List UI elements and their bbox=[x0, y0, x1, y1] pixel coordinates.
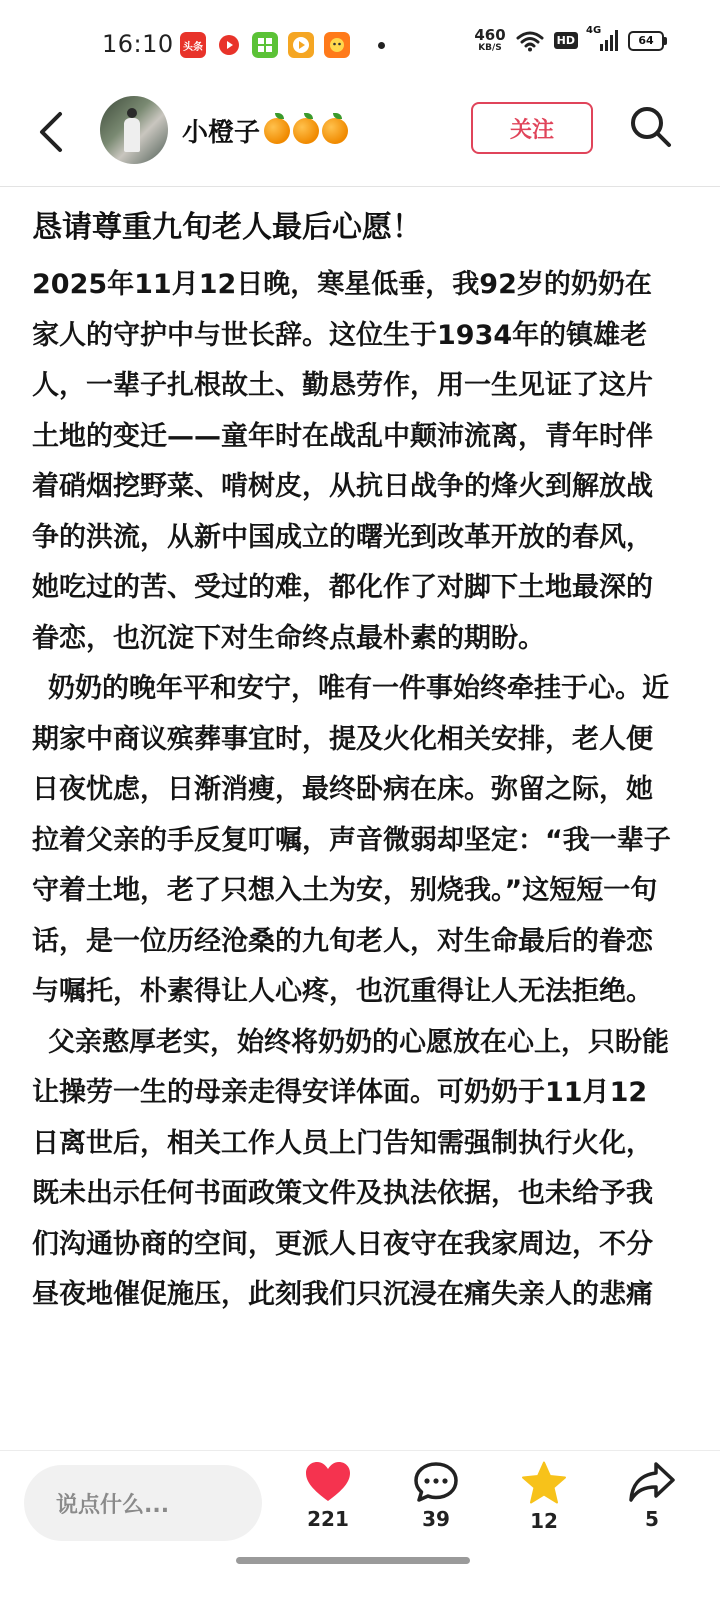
orange-icon bbox=[293, 118, 319, 144]
battery-level: 64 bbox=[638, 34, 654, 47]
favorite-button[interactable] bbox=[499, 1461, 589, 1533]
video-app-icon bbox=[216, 32, 242, 58]
heart-icon bbox=[305, 1461, 351, 1503]
comment-count: 39 bbox=[422, 1507, 450, 1531]
share-count: 5 bbox=[645, 1507, 659, 1531]
like-button[interactable] bbox=[283, 1461, 373, 1531]
notification-icons bbox=[180, 32, 385, 58]
share-icon bbox=[628, 1461, 676, 1503]
network-speed-value: 460 bbox=[474, 26, 506, 44]
toutiao-icon: 头条 bbox=[180, 32, 206, 58]
status-time: 16:10 bbox=[102, 30, 174, 58]
comment-placeholder: 说点什么... bbox=[56, 1492, 170, 1518]
network-speed bbox=[474, 28, 505, 53]
article-paragraph: 父亲憨厚老实，始终将奶奶的心愿放在心上，只盼能让操劳一生的母亲走得安详体面。可奶奶于11月12日离世后，相关工作人员上门告知需强制执行火化，既未出示任何书面政策文件及执法依据，也未给予我们沟通协商的空间，更派人日夜守在我家周边，不分昼夜地催促施压，此刻我们只沉浸在痛失亲人的悲痛 bbox=[32, 1026, 669, 1310]
author-name-text: 小橙子 bbox=[182, 118, 261, 148]
battery-icon bbox=[628, 31, 664, 51]
article-paragraph: 奶奶的晚年平和安宁，唯有一件事始终牵挂于心。近期家中商议殡葬事宜时，提及火化相关安排，老人便日夜忧虑，日渐消瘦，最终卧病在床。弥留之际，她拉着父亲的手反复叮嘱，声音微弱却坚定：“我一辈子守着土地，老了只想入土为安，别烧我。”这短短一句话，是一位历经沧桑的九旬老人，对生命最后的眷恋与嘱托，朴素得让人心疼，也沉重得让人无法拒绝。 bbox=[32, 673, 671, 1007]
green-app-icon bbox=[252, 32, 278, 58]
article-paragraph: 2025年11月12日晚，寒星低垂，我92岁的奶奶在家人的守护中与世长辞。这位生于1934年的镇雄老人，一辈子扎根故土、勤恳劳作，用一生见证了这片土地的变迁——童年时在战乱中颠沛流离，青年时伴着硝烟挖野菜、啃树皮，从抗日战争的烽火到解放战争的洪流，从新中国成立的曙光到改革开放的春风，她吃过的苦、受过的难，都化作了对脚下土地最深的眷恋，也沉淀下对生命终点最朴素的期盼。 bbox=[32, 269, 653, 654]
back-button[interactable] bbox=[32, 108, 72, 156]
orange-icon bbox=[322, 118, 348, 144]
status-bar bbox=[0, 0, 720, 90]
wifi-icon bbox=[516, 30, 544, 52]
article-title: 恳请尊重九旬老人最后心愿！ bbox=[32, 210, 422, 245]
comment-bubble-icon bbox=[413, 1461, 459, 1503]
like-count: 221 bbox=[307, 1507, 349, 1531]
system-icons bbox=[474, 24, 664, 53]
network-type-label: 4G bbox=[586, 24, 602, 36]
favorite-count: 12 bbox=[530, 1509, 558, 1533]
play-app-icon bbox=[288, 32, 314, 58]
network-speed-unit: KB/S bbox=[478, 43, 502, 53]
star-icon bbox=[521, 1461, 567, 1505]
share-button[interactable] bbox=[607, 1461, 697, 1531]
hd-badge: HD bbox=[554, 32, 578, 49]
orange-emoji-icons bbox=[264, 118, 348, 144]
chevron-left-icon bbox=[32, 108, 72, 156]
author-header bbox=[0, 90, 720, 187]
comment-input[interactable] bbox=[24, 1465, 262, 1541]
author-avatar[interactable] bbox=[100, 96, 168, 164]
article-body bbox=[32, 200, 672, 1321]
bottom-action-bar bbox=[0, 1450, 720, 1601]
orange-icon bbox=[264, 118, 290, 144]
game-app-icon bbox=[324, 32, 350, 58]
search-icon bbox=[628, 104, 674, 150]
search-button[interactable] bbox=[628, 104, 674, 150]
signal-icon bbox=[586, 24, 618, 53]
comment-button[interactable] bbox=[391, 1461, 481, 1531]
follow-button[interactable]: 关注 bbox=[471, 102, 593, 154]
more-notifications-dot bbox=[378, 42, 385, 49]
home-indicator[interactable] bbox=[236, 1557, 470, 1564]
author-name[interactable] bbox=[182, 112, 348, 149]
